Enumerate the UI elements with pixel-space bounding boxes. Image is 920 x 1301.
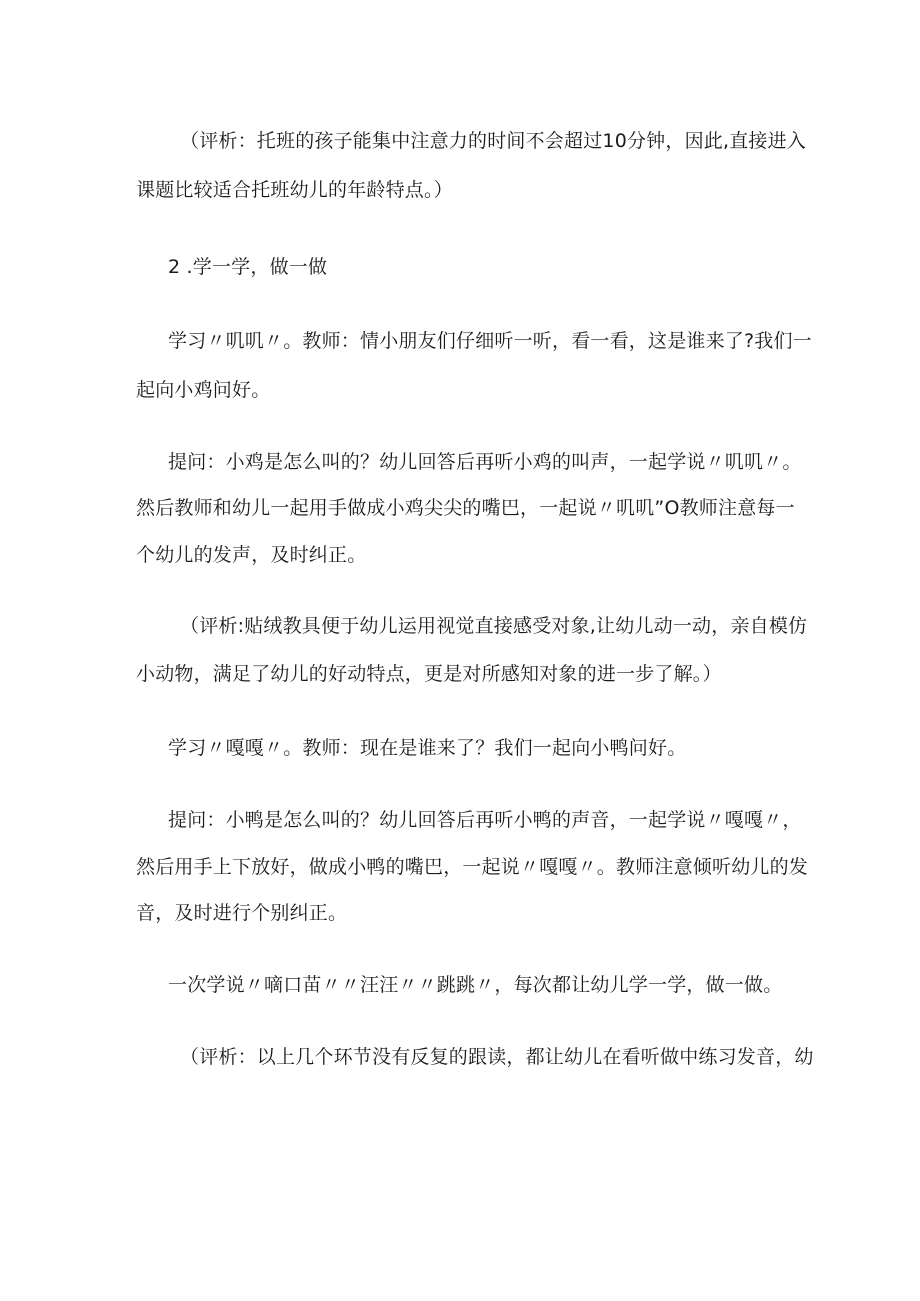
body-text-line: 提问：小鸡是怎么叫的？幼儿回答后再听小鸡的叫声，一起学说〃叽叽〃。 — [168, 451, 802, 473]
commentary-line: （评析:贴绒教具便于幼儿运用视觉直接感受对象,让幼儿动一动，亲自模仿 — [180, 615, 808, 637]
commentary-line: 课题比较适合托班幼儿的年龄特点。） — [136, 179, 453, 201]
body-text-line: 学习〃嘎嘎〃。教师：现在是谁来了？我们一起向小鸭问好。 — [168, 737, 687, 759]
body-text-line: 一次学说〃嘀口苗〃〃汪汪〃〃跳跳〃，每次都让幼儿学一学，做一做。 — [168, 974, 783, 996]
commentary-line: （评析：以上几个环节没有反复的跟读，都让幼儿在看听做中练习发音，幼 — [180, 1046, 814, 1068]
body-text-line: 然后教师和幼儿一起用手做成小鸡尖尖的嘴巴，一起说〃叽叽”O教师注意每一 — [136, 497, 795, 519]
body-text-line: 然后用手上下放好，做成小鸭的嘴巴，一起说〃嘎嘎〃。教师注意倾听幼儿的发 — [136, 856, 809, 878]
body-text-line: 音，及时进行个别纠正。 — [136, 902, 348, 924]
body-text-line: 提问：小鸭是怎么叫的？幼儿回答后再听小鸭的声音，一起学说〃嘎嘎〃， — [168, 809, 802, 831]
body-text-line: 学习〃叽叽〃。教师：情小朋友们仔细听一听，看一看，这是谁来了?我们一 — [168, 330, 812, 352]
section-heading: 2 .学一学，做一做 — [168, 256, 328, 278]
body-text-line: 起向小鸡问好。 — [136, 379, 271, 401]
commentary-line: （评析：托班的孩子能集中注意力的时间不会超过10分钟，因此,直接进入 — [180, 130, 807, 152]
body-text-line: 个幼儿的发声，及时纠正。 — [136, 544, 367, 566]
commentary-line: 小动物，满足了幼儿的好动特点，更是对所感知对象的进一步了解。） — [136, 663, 722, 685]
